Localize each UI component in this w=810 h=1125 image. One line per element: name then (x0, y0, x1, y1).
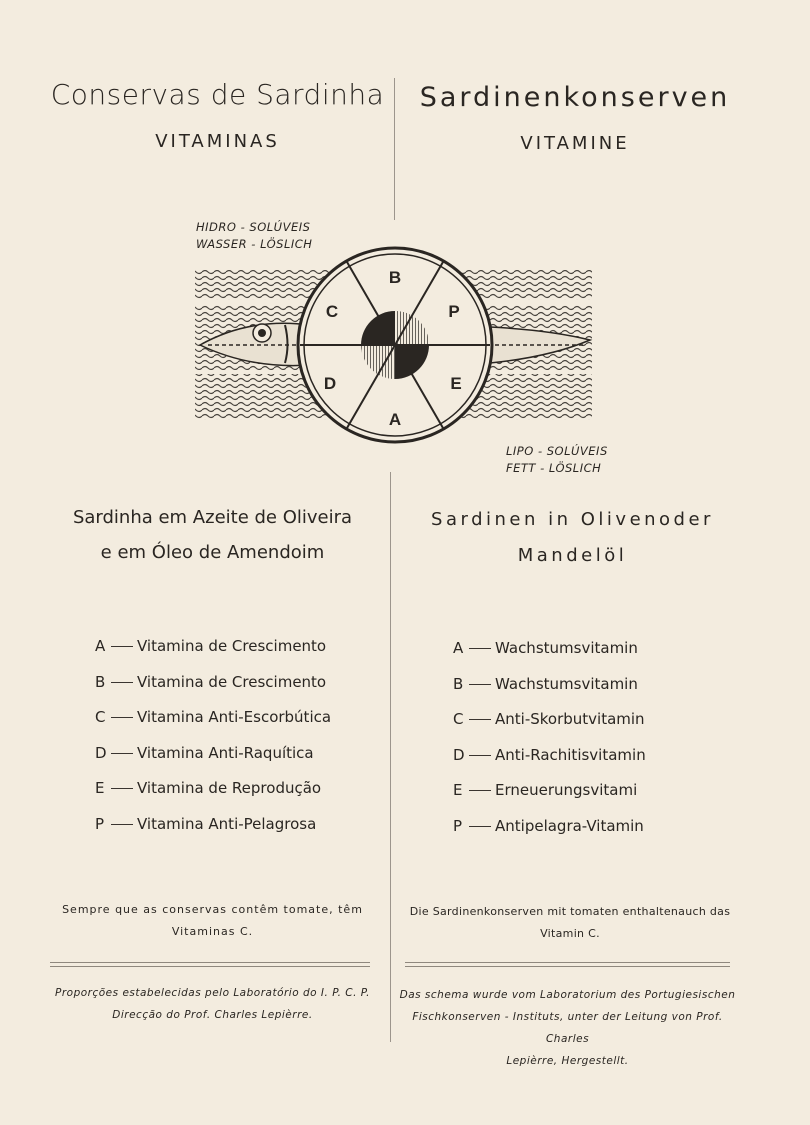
list-item: A Wachstumsvitamin (453, 639, 638, 657)
left-note-line1: Sempre que as conservas contêm tomate, têm (62, 903, 363, 916)
list-item: D Vitamina Anti-Raquítica (95, 743, 314, 762)
left-divider-rule (50, 962, 370, 967)
right-footer-line1: Das schema wurde vom Laboratorium des Portugiesischen (399, 989, 736, 1001)
wheel-letter-b: B (388, 268, 402, 287)
right-footer-line2: Fischkonserven - Instituts, unter der Leitung von Prof. Charles (412, 1011, 723, 1045)
right-divider-rule (405, 962, 730, 967)
column-divider-bottom (390, 472, 391, 1042)
left-heading-line2: e em Óleo de Amendoim (100, 542, 325, 563)
wheel-letter-d: D (323, 374, 337, 393)
vitamin-wheel-diagram (190, 245, 600, 445)
list-item: C Vitamina Anti-Escorbútica (95, 708, 332, 727)
list-item: E Erneuerungsvitami (453, 781, 638, 800)
right-note-line2: Vitamin C. (540, 927, 600, 940)
lipo-soluble-pt: LIPO - SOLÚVEIS (506, 444, 608, 458)
right-title: Sardinenkonserven (419, 82, 731, 113)
wheel-letter-p: P (448, 302, 460, 321)
hydro-soluble-de: WASSER - LÖSLICH (196, 237, 313, 251)
left-tomato-note (35, 899, 390, 943)
wheel-letter-e: E (450, 374, 462, 393)
list-item: E Vitamina de Reprodução (95, 779, 322, 798)
wheel-letter-c: C (325, 302, 339, 321)
left-subtitle: VITAMINAS (155, 131, 280, 152)
right-heading-line1: Sardinen in Olivenoder (431, 509, 714, 530)
list-item: B Wachstumsvitamin (453, 674, 638, 693)
left-heading-line1: Sardinha em Azeite de Oliveira (72, 507, 353, 528)
left-note-line2: Vitaminas C. (171, 925, 254, 938)
left-footer-line2: Direcção do Prof. Charles Lepièrre. (112, 1009, 313, 1021)
right-footer-line3: Lepièrre, Hergestellt. (506, 1055, 629, 1067)
right-subtitle: VITAMINE (520, 133, 630, 154)
list-item: A Vitamina de Crescimento (95, 637, 327, 655)
left-vitamin-list (95, 636, 331, 850)
right-note-line1: Die Sardinenkonserven mit tomaten enthaltenauch das (409, 905, 731, 918)
list-item: P Antipelagra-Vitamin (453, 816, 644, 835)
left-footer-line1: Proporções estabelecidas pelo Laboratório do I. P. C. P. (55, 987, 370, 999)
right-heading-line2: Mandelöl (517, 545, 628, 566)
left-footer (35, 982, 390, 1026)
list-item: D Anti-Rachitisvitamin (453, 745, 646, 764)
list-item: B Vitamina de Crescimento (95, 672, 327, 691)
lipo-soluble-label (506, 443, 608, 477)
left-heading (35, 500, 390, 570)
list-item: P Vitamina Anti-Pelagrosa (95, 814, 317, 833)
right-heading (395, 502, 750, 574)
right-tomato-note (395, 901, 745, 945)
list-item: C Anti-Skorbutvitamin (453, 710, 645, 729)
hydro-soluble-pt: HIDRO - SOLÚVEIS (196, 220, 311, 234)
right-vitamin-list (453, 638, 646, 852)
left-title: Conservas de Sardinha (50, 78, 385, 111)
wheel-letter-a: A (388, 410, 402, 429)
lipo-soluble-de: FETT - LÖSLICH (506, 461, 602, 475)
right-footer (395, 984, 740, 1072)
